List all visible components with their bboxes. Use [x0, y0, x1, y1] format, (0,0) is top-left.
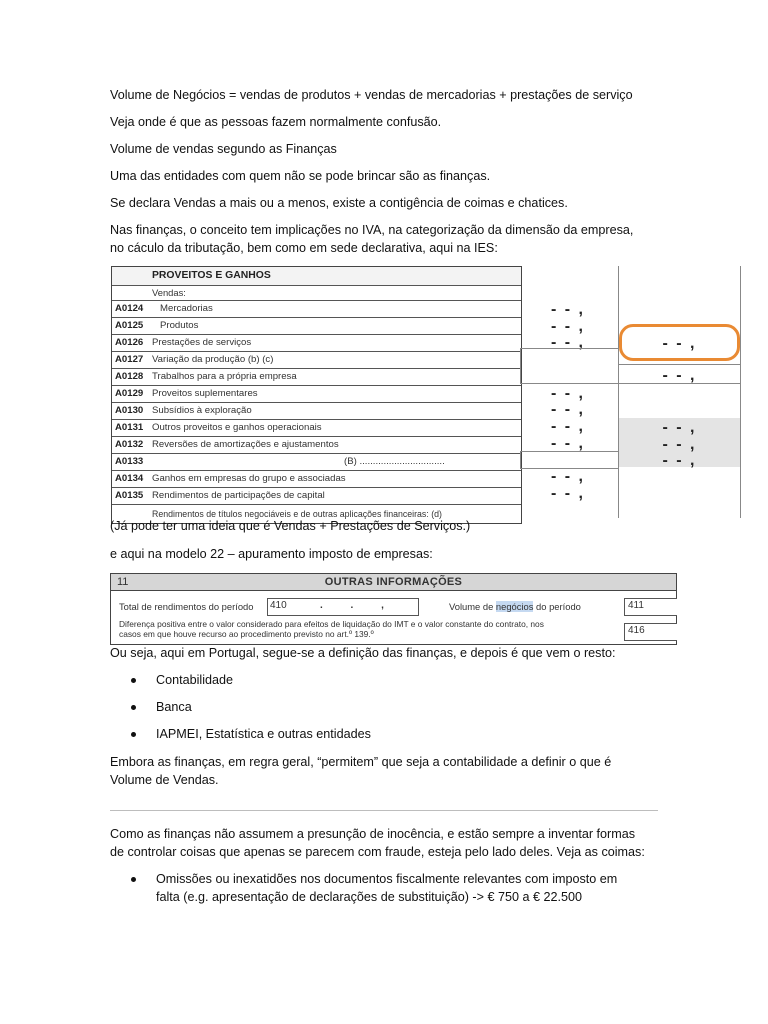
- ies-b-value-a0126: - - ,: [662, 335, 697, 352]
- ies-row-a0124: A0124 Mercadorias: [112, 300, 521, 317]
- paragraph-confusao: Veja onde é que as pessoas fazem normalmente confusão.: [110, 115, 442, 129]
- ies-row-a0127: A0127 Variação da produção (b) (c): [112, 351, 521, 368]
- ies-row-titulos: Rendimentos de títulos negociáveis e de outras aplicações financeiras: (d): [112, 504, 521, 523]
- paragraph-entidades: Uma das entidades com quem não se pode brincar são as finanças.: [110, 169, 491, 183]
- ies-column-b: [618, 266, 741, 518]
- ies-row-a0132: A0132 Reversões de amortizações e ajustamentos: [112, 436, 521, 453]
- paragraph-embora-line2: Volume de Vendas.: [110, 773, 219, 787]
- ies-table: [111, 266, 740, 518]
- m22-header: [111, 574, 676, 591]
- ies-empty-cell: [520, 348, 618, 384]
- m22-box-416: 416: [624, 623, 677, 641]
- ies-row-a0129: A0129 Proveitos suplementares: [112, 385, 521, 402]
- ies-b-value-a0132: - - ,: [662, 436, 697, 453]
- bullet-icon: [131, 705, 136, 710]
- ies-value-a0124: - - ,: [551, 301, 585, 318]
- list-item: Banca: [110, 698, 371, 716]
- horizontal-divider: [110, 810, 658, 811]
- paragraph-como-line2: de controlar coisas que apenas se parecem com fraude, esteja pelo lado deles. Veja as coimas:: [110, 845, 645, 859]
- list-item: Omissões ou inexatidões nos documentos fiscalmente relevantes com imposto em falta (e.g. apresentação de declarações de substituição) -> € 750 a € 22.500: [110, 870, 617, 906]
- paragraph-ideia: (Já pode ter uma ideia que é Vendas + Prestações de Serviços.): [110, 519, 471, 533]
- paragraph-como-line1: Como as finanças não assumem a presunção de inocência, e estão sempre a inventar formas: [110, 827, 636, 841]
- m22-box-411: 411: [624, 598, 677, 616]
- paragraph-coimas: Se declara Vendas a mais ou a menos, existe a contigência de coimas e chatices.: [110, 196, 568, 210]
- ies-value-a0130: - - ,: [551, 401, 585, 418]
- bullet-icon: [131, 732, 136, 737]
- ies-b-value-a0133: - - ,: [662, 452, 697, 469]
- text-selection: negócios: [495, 601, 534, 612]
- paragraph-conceito-line2: no cáculo da tributação, bem como em sede declarativa, aqui na IES:: [110, 241, 498, 255]
- ies-value-a0135: - - ,: [551, 485, 585, 502]
- m22-row1-right-label: Volume de negócios do período: [449, 601, 581, 612]
- paragraph-conceito-line1: Nas finanças, o conceito tem implicações no IVA, na categorização da dimensão da empresa,: [110, 223, 634, 237]
- m22-number: 11: [117, 576, 129, 588]
- ies-row-a0134: A0134 Ganhos em empresas do grupo e associadas: [112, 470, 521, 487]
- ies-value-a0134: - - ,: [551, 468, 585, 485]
- ies-row-a0128: A0128 Trabalhos para a própria empresa: [112, 368, 521, 385]
- ies-row-a0131: A0131 Outros proveitos e ganhos operacionais: [112, 419, 521, 436]
- ies-value-a0129: - - ,: [551, 385, 585, 402]
- list-item: IAPMEI, Estatística e outras entidades: [110, 725, 371, 743]
- bullet-icon: [131, 877, 136, 882]
- list-item: Contabilidade: [110, 671, 371, 689]
- m22-row1-label: Total de rendimentos do período: [119, 601, 254, 612]
- bullet-icon: [131, 678, 136, 683]
- ies-row-a0133: A0133 (B) ................................: [112, 453, 521, 470]
- ies-empty-cell-a0133: [520, 451, 618, 469]
- m22-row2-label: Diferença positiva entre o valor considerado para efeitos de liquidação do IMT e o valor constante do contrato, nos casos em que houve recurso ao procedimento previsto no art.º 139.º: [119, 619, 544, 639]
- ies-row-a0125: A0125 Produtos: [112, 317, 521, 334]
- ies-main-grid: [111, 266, 522, 524]
- highlight-oval: [619, 324, 740, 361]
- paragraph-volume-negocios: Volume de Negócios = vendas de produtos + vendas de mercadorias + prestações de serviço: [110, 88, 633, 102]
- bullet-list-coimas: [110, 870, 617, 906]
- ies-row-a0130: A0130 Subsídios à exploração: [112, 402, 521, 419]
- paragraph-ou-seja: Ou seja, aqui em Portugal, segue-se a definição das finanças, e depois é que vem o resto:: [110, 646, 616, 660]
- m22-title: OUTRAS INFORMAÇÕES: [324, 576, 463, 588]
- ies-b-value-a0128: - - ,: [662, 367, 697, 384]
- ies-value-a0125: - - ,: [551, 318, 585, 335]
- ies-b-value-a0131: - - ,: [662, 419, 697, 436]
- ies-row-a0126: A0126 Prestações de serviços: [112, 334, 521, 351]
- ies-subheader: Vendas:: [152, 287, 186, 298]
- m22-box-410: 410 . . ,: [267, 598, 419, 616]
- paragraph-volume-financas: Volume de vendas segundo as Finanças: [110, 142, 337, 156]
- m22-table: [110, 573, 677, 645]
- ies-value-a0132: - - ,: [551, 435, 585, 452]
- paragraph-embora-line1: Embora as finanças, em regra geral, “permitem” que seja a contabilidade a definir o que é: [110, 755, 612, 769]
- ies-header: PROVEITOS E GANHOS: [152, 270, 271, 281]
- ies-row-a0135: A0135 Rendimentos de participações de capital: [112, 487, 521, 504]
- ies-value-a0131: - - ,: [551, 418, 585, 435]
- ies-value-a0126: - - ,: [551, 334, 585, 351]
- bullet-list-entidades: [110, 671, 371, 743]
- paragraph-modelo22: e aqui na modelo 22 – apuramento imposto de empresas:: [110, 547, 433, 561]
